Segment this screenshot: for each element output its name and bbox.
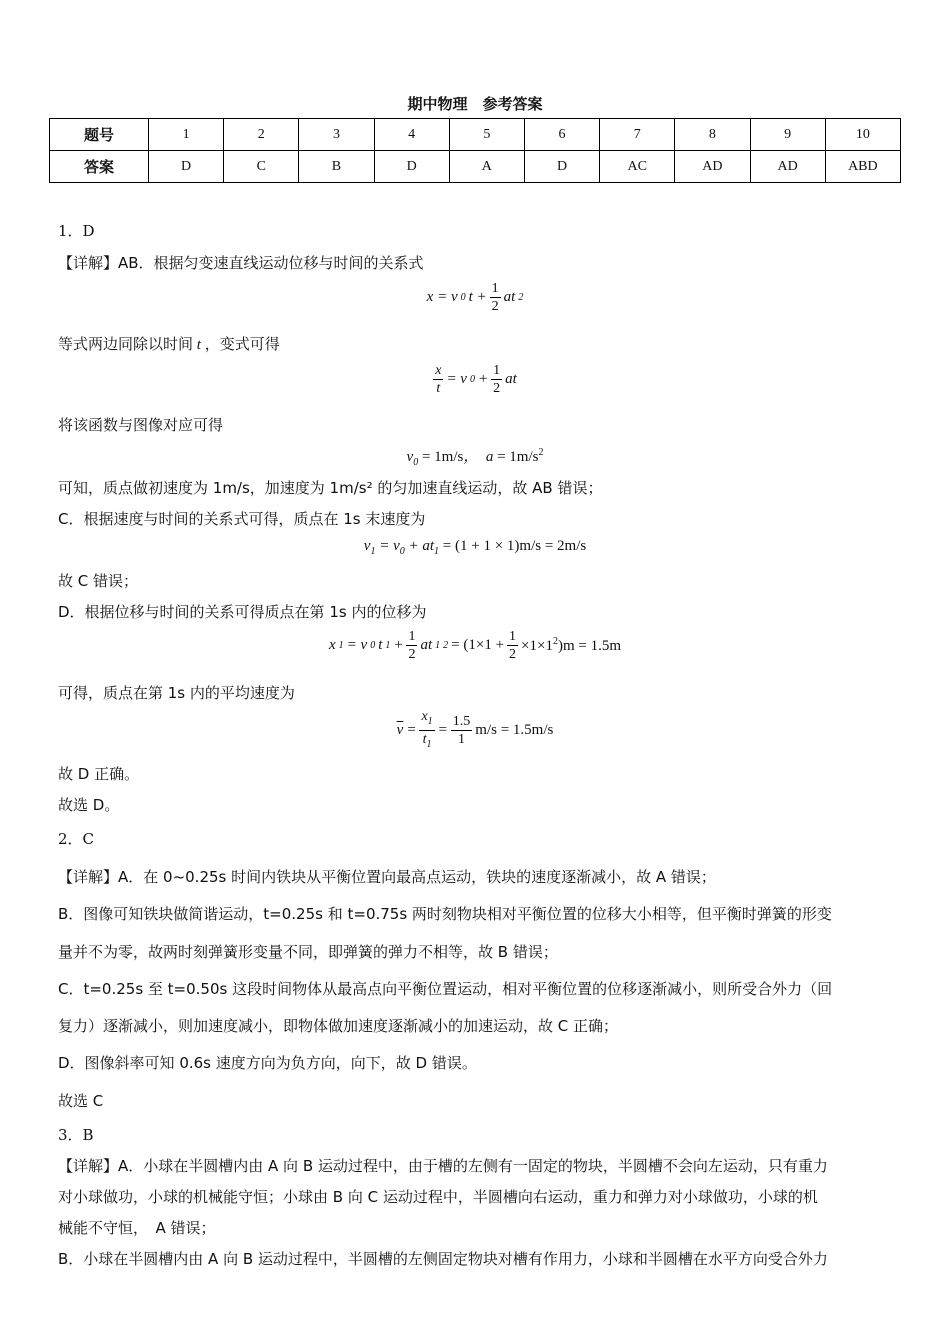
table-cell: 8	[675, 119, 750, 151]
equation-average-velocity: $\overline{v}$ = $\frac{x_1}{t_1}$ = $\frac{1.5}{1}$ m/s = 1.5m/s	[396, 709, 554, 750]
q1-text: C．根据速度与时间的关系式可得，质点在 1s 末速度为	[58, 510, 426, 528]
table-cell: D	[524, 151, 599, 183]
table-cell: D	[149, 151, 224, 183]
table-row-numbers	[50, 119, 901, 151]
q2-text: 【详解】A．在 0~0.25s 时间内铁块从平衡位置向最高点运动，铁块的速度逐渐减小，故 A 错误；	[58, 868, 716, 886]
table-cell: 2	[224, 119, 299, 151]
table-cell: AD	[675, 151, 750, 183]
equation-v0-a: $v_0 = 1m/s$， $a = 1m/s^2$	[406, 447, 544, 468]
q3-text: 对小球做功，小球的机械能守恒；小球由 B 向 C 运动过程中，半圆槽向右运动，重力和弹力对小球做功，小球的机	[58, 1188, 818, 1206]
q2-heading: 2．C	[58, 830, 95, 848]
table-cell: D	[374, 151, 449, 183]
q3-text: B．小球在半圆槽内由 A 向 B 运动过程中，半圆槽的左侧固定物块对槽有作用力，小球和半圆槽在水平方向受合外力	[58, 1250, 828, 1268]
table-header-answer: 答案	[50, 151, 149, 183]
answer-table	[49, 118, 901, 183]
table-cell: 5	[449, 119, 524, 151]
q1-text: 将该函数与图像对应可得	[58, 416, 224, 434]
page-title: 期中物理 参考答案	[407, 95, 543, 113]
equation-v1: $v_1 = v_0 + at_1 = (1 + 1 \times 1)m/s = 2m/s$	[363, 538, 587, 557]
q1-conclusion: 故选 D。	[58, 796, 120, 814]
q1-text: 等式两边同除以时间 t ，变式可得	[58, 335, 280, 353]
equation-x1: x 1 = v 0 t 1 + $\frac{1}{2}$ at 1 2 = (1×1 + $\frac{1}{2}$ $\times 1\times 1^2)m = 1.5m$	[328, 629, 621, 662]
table-cell: ABD	[825, 151, 900, 183]
q1-text: 【详解】AB．根据匀变速直线运动位移与时间的关系式	[58, 254, 424, 272]
q1-text: 故 D 正确。	[58, 765, 140, 783]
q3-heading: 3．B	[58, 1126, 94, 1144]
table-cell: 9	[750, 119, 825, 151]
q1-text: 可得，质点在第 1s 内的平均速度为	[58, 684, 295, 702]
table-cell: C	[224, 151, 299, 183]
q2-conclusion: 故选 C	[58, 1092, 104, 1110]
q2-text: C．t=0.25s 至 t=0.50s 这段时间物体从最高点向平衡位置运动，相对平衡位置的位移逐渐减小，则所受合外力（回	[58, 980, 833, 998]
q3-text: 【详解】A．小球在半圆槽内由 A 向 B 运动过程中，由于槽的左侧有一固定的物块，半圆槽不会向左运动，只有重力	[58, 1157, 828, 1175]
table-cell: 6	[524, 119, 599, 151]
q2-text: D．图像斜率可知 0.6s 速度方向为负方向，向下，故 D 错误。	[58, 1054, 477, 1072]
table-cell: AC	[600, 151, 675, 183]
q2-text: 复力）逐渐减小，则加速度减小，即物体做加速度逐渐减小的加速运动，故 C 正确；	[58, 1017, 619, 1035]
table-cell: 10	[825, 119, 900, 151]
equation-displacement: x = v 0 t + $\frac{1}{2}$ at 2	[426, 281, 524, 314]
q2-text: 量并不为零，故两时刻弹簧形变量不同，即弹簧的弹力不相等，故 B 错误；	[58, 943, 558, 961]
q2-text: B．图像可知铁块做简谐运动，t=0.25s 和 t=0.75s 两时刻物块相对平衡位置的位移大小相等，但平衡时弹簧的形变	[58, 905, 832, 923]
q1-text: 故 C 错误；	[58, 572, 139, 590]
q1-text: D．根据位移与时间的关系可得质点在第 1s 内的位移为	[58, 603, 427, 621]
q1-heading: 1．D	[58, 222, 95, 240]
table-cell: 4	[374, 119, 449, 151]
table-cell: AD	[750, 151, 825, 183]
q1-text: 可知，质点做初速度为 1m/s，加速度为 1m/s² 的匀加速直线运动，故 AB 错误；	[58, 479, 603, 497]
table-cell: 3	[299, 119, 374, 151]
table-cell: 1	[149, 119, 224, 151]
table-cell: A	[449, 151, 524, 183]
table-cell: B	[299, 151, 374, 183]
table-header-number: 题号	[50, 119, 149, 151]
table-cell: 7	[600, 119, 675, 151]
table-row-answers	[50, 151, 901, 183]
q3-text: 械能不守恒， A 错误；	[58, 1219, 216, 1237]
equation-x-over-t: $\frac{x}{t}$ = v 0 + $\frac{1}{2}$ at	[435, 363, 517, 396]
